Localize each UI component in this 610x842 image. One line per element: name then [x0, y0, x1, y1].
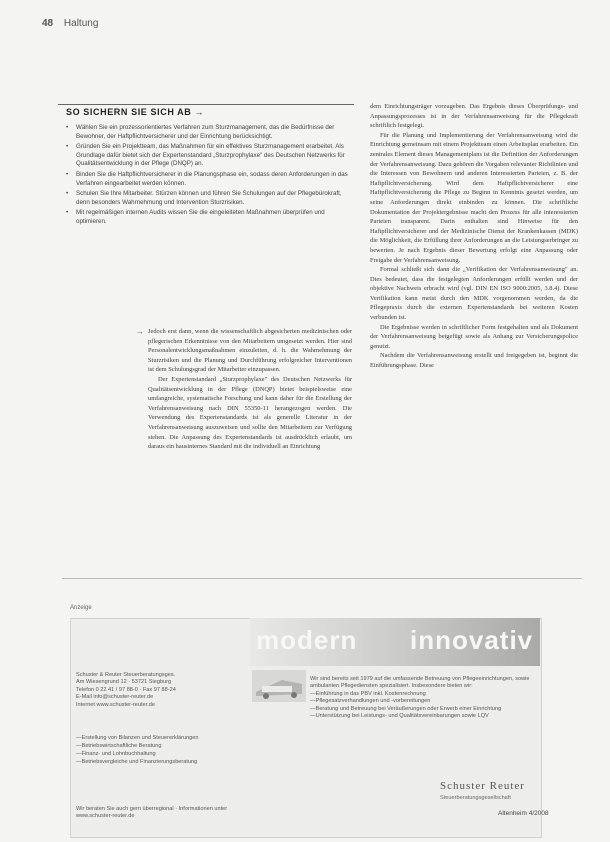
- ad-list-item: — Pflegesatzverhandlungen und -vorbereitungen: [310, 698, 536, 705]
- ad-label: Anzeige: [70, 605, 92, 611]
- ad-footer-note: [76, 806, 256, 820]
- checklist-bullets: [66, 124, 350, 229]
- paragraph: Für die Planung und Implementierung der Verfahrensanweisung wird die Einrichtung gemeinsam mit einem Projektteam einen Arbeitsplan erarbeiten. Ein zentrales Element dieses Managementplans ist die Definition der Anforderungen der Verfahrensanweisung. Dazu gehören die Vorgaben relevanter Richtlinien und die Interessen von Bewohnern und anderen Interessierten Parteien, z. B. der Haftpflichtversicherung. Wird dem Haftpflichtversicherer eine Haftpflichtversicherung die Pflege zu Beginn in Kenntnis gesetzt werden, um seine Anforderungen direkt einbinden zu können. Die schriftliche Dokumentation der Projektergebnisse macht den Prozess für alle interessierten Parteien transparent. Darin enthalten sind Hinweise für den Haftpflichtversicherer und der Medizinische Dienst der Krankenkassen (MDK) die Möglichkeit, die Erfüllung ihrer Anforderungen an die Leistungserbringer zu bewerten. Je nach Ergebnis dieser Bewertung erfolgt eine Anpassung oder Freigabe der Verfahrensanweisung.: [370, 131, 578, 264]
- service-item: — Finanz- und Lohnbuchhaltung: [76, 750, 246, 758]
- address-line: Schuster & Reuter Steuerberatungsges.: [76, 672, 176, 678]
- ad-list-item: — Unterstützung bei Leistungs- und Qualitätsvereinbarungen sowie LQV: [310, 713, 536, 720]
- paragraph: dem Einrichtungsträger vorzugeben. Das Ergebnis dieses Überprüfungs- und Anpassungsprozesses ist in der Verfahrensanweisung für die Pflegekraft schriftlich festgelegt.: [370, 103, 578, 130]
- paragraph: Formal schließt sich dann die „Verifikation der Verfahrensanweisung" an. Dies bedeutet, dass die festgelegten Anforderungen erfüllt werden und der objektive Nachweis erbracht wird (vgl. DIN EN ISO 9000:2005, 3.8.4). Diese Verifikation kann meist durch den MDK vorgenommen werden, da die Pflegepraxis durch die externen Expertenstandards bei weiteren Kosten verbunden ist.: [370, 266, 578, 322]
- paragraph: Die Ergebnisse werden in schriftlicher Form festgehalten und als Dokument der Verfahrensanweisung beigefügt sowie als Anhang zur Versicherungspolice genutzt.: [370, 323, 578, 350]
- ad-address: [76, 672, 236, 709]
- ad-intro: Wir sind bereits seit 1979 auf die umfassende Betreuung von Pflegeeinrichtungen, sowie ambulanten Pflegediensten spezialisiert. Insbesondere bieten wir:: [310, 676, 530, 690]
- journal-footer: Altenheim 4/2008: [498, 810, 549, 817]
- address-line: E-Mail info@schuster-reuter.de: [76, 694, 154, 701]
- address-line: Am Wiesengrund 12 · 53721 Siegburg: [76, 679, 172, 686]
- page-header: [42, 18, 98, 29]
- right-text-column: [370, 102, 578, 371]
- bullet-item: • Wählen Sie ein prozessorientiertes Verfahren zum Sturzmanagement, das die Bedürfnisse der Bewohner, der Haftpflichtversicherer und der Einrichtung berücksichtigt.: [66, 124, 350, 141]
- paragraph: Der Expertenstandard „Sturzprophylaxe" des Deutschen Netzwerks für Qualitätsentwicklung in der Pflege (DNQP) bietet beispielsweise eine umfangreiche, systematische Forschung und kann daher für die Erstellung der Verfahrensanweisung nach DIN 55350-11 herangezogen werden. Die Verwendung des Expertenstandards ist als generelle Literatur in der Verfahrensanweisung auszuweisen und sollte den Mitarbeitern zur Verfügung stehen. Die Anpassung des Expertenstandards ist ausdrücklich erlaubt, um daraus ein hausinternes Standard mit die individuell an Einrichtung: [148, 375, 352, 451]
- paragraph: Jedoch erst dann, wenn die wissenschaftlich abgesicherten medizinischen oder pflegerischen Erkenntnisse von den Mitarbeitern umgesetzt werden. Hier sind Personalentwicklungsmaßnahmen einzuleiten, d. h. die Wahrnehmung der Sturzrisiken und die Planung und Durchführung erfolgreicher Interventionen ist dem Schulungsgrad der Mitarbeiter einzupassen.: [148, 328, 352, 374]
- box-top-rule: [58, 104, 354, 105]
- paragraph: Nachdem die Verfahrensanweisung erstellt und freigegeben ist, beginnt die Einführungsphase. Diese: [370, 352, 578, 370]
- service-item: — Erstellung von Bilanzen und Steuererklärungen: [76, 734, 246, 742]
- page-number: 48: [42, 18, 54, 29]
- brand-logo: Schuster Reuter: [440, 780, 525, 792]
- section-divider: [62, 578, 582, 579]
- service-item: — Betriebswirtschaftliche Beratung: [76, 742, 246, 750]
- footer-line: Wir beraten Sie auch gern überregional · Informationen unter: [76, 806, 228, 812]
- ad-banner: [250, 618, 540, 666]
- truck-image: [252, 670, 306, 702]
- ad-list-item: — Einführung in das PBV inkl. Kostenrechnung: [310, 691, 536, 698]
- ad-services: [76, 734, 246, 766]
- checklist-title-text: SO SICHERN SIE SICH AB: [66, 107, 192, 117]
- banner-word: innovativ: [410, 625, 534, 655]
- ad-description: [310, 676, 536, 720]
- brand-tagline: Steuerberatungsgesellschaft: [440, 795, 511, 801]
- arrow-right-icon: →: [194, 107, 205, 117]
- left-text-column: [148, 327, 352, 452]
- bullet-item: • Binden Sie die Haftpflichtversicherer in die Planungsphase ein, sodass deren Anforderungen in das Verfahren eingearbeitet werden können.: [66, 171, 350, 188]
- address-line: Telefon 0 22 41 / 97 88-0 · Fax 97 88-24: [76, 686, 176, 693]
- checklist-box-title: [66, 107, 204, 117]
- section-title: Haltung: [63, 18, 99, 29]
- bullet-item: • Mit regelmäßigen internen Audits wissen Sie die eingeleiteten Maßnahmen überprüfen und optimieren.: [66, 209, 350, 226]
- bullet-item: • Gründen Sie ein Projektteam, das Maßnahmen für ein effektives Sturzmanagement erarbeitet. Als Grundlage dafür bietet sich der Expertenstandard „Sturzprophylaxe" des Deutschen Netzwerks für Qualitätsentwicklung in der Pflege (DNQP) an.: [66, 143, 350, 169]
- bullet-item: • Schulen Sie Ihre Mitarbeiter. Stürzen können und führen Sie Schulungen auf der Pflegebürokraft, denn besonders Wahrnehmung und Intervention Sturzrisiken.: [66, 190, 350, 207]
- footer-link[interactable]: www.schuster-reuter.de: [76, 813, 135, 820]
- service-item: — Betriebsvergleiche und Finanzierungsberatung: [76, 758, 246, 766]
- banner-word: modern: [256, 625, 358, 655]
- arrow-right-icon: →: [136, 327, 144, 336]
- address-line: Internet www.schuster-reuter.de: [76, 701, 155, 708]
- ad-list-item: — Beratung und Betreuung bei Veräußerungen oder Erwerb einer Einrichtung: [310, 706, 536, 713]
